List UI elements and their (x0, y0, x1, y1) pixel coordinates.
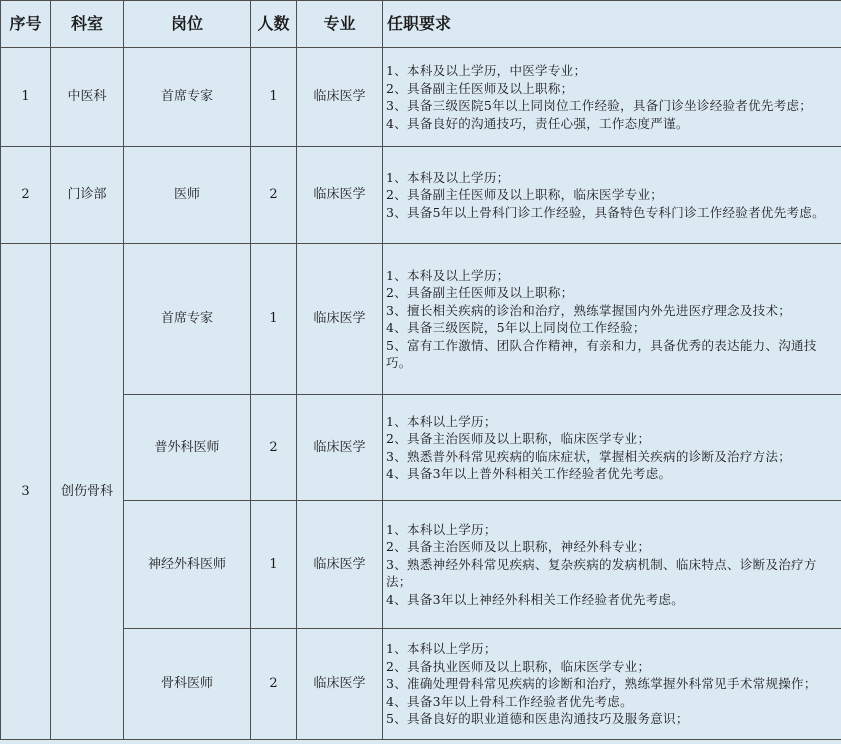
header-dept: 科室 (51, 1, 124, 48)
table-row (1, 48, 841, 147)
requirement-line: 3、具备5年以上骨科门诊工作经验，具备特色专科门诊工作经验者优先考虑。 (386, 204, 825, 220)
post-cell: 普外科医师 (124, 395, 251, 501)
dept-cell: 门诊部 (51, 147, 124, 244)
header-requirements: 任职要求 (383, 1, 841, 48)
major-cell: 临床医学 (297, 629, 383, 740)
requirement-line: 3、准确处理骨科常见疾病的诊断和治疗，熟练掌握外科常见手术常规操作； (386, 676, 817, 692)
requirement-line: 2、具备主治医师及以上职称，临床医学专业； (386, 431, 651, 446)
requirement-line: 1、本科及以上学历； (386, 267, 510, 283)
requirement-line: 1、本科以上学历； (386, 521, 497, 537)
requirement-line: 2、具备执业医师及以上职称，临床医学专业； (386, 658, 651, 674)
table-row (1, 629, 841, 740)
post-cell: 首席专家 (124, 48, 251, 147)
requirement-line: 3、擅长相关疾病的诊治和治疗，熟练掌握国内外先进医疗理念及技术； (386, 302, 792, 318)
count-cell: 2 (251, 395, 297, 501)
seq-cell: 3 (1, 244, 51, 740)
requirement-line: 5、富有工作激情、团队合作精神，有亲和力，具备优秀的表达能力、沟通技巧。 (386, 337, 817, 370)
count-cell: 1 (251, 244, 297, 395)
count-cell: 2 (251, 629, 297, 740)
requirement-line: 4、具备3年以上神经外科相关工作经验者优先考虑。 (386, 591, 685, 607)
post-cell: 医师 (124, 147, 251, 244)
requirement-line: 4、具备三级医院，5年以上同岗位工作经验； (386, 320, 646, 335)
table-row (1, 395, 841, 501)
table-row (1, 244, 841, 395)
requirement-line: 3、具备三级医院5年以上同岗位工作经验，具备门诊坐诊经验者优先考虑； (386, 98, 813, 113)
requirements-cell (383, 244, 841, 395)
requirement-line: 1、本科及以上学历，中医学专业； (386, 63, 587, 78)
seq-cell: 2 (1, 147, 51, 244)
post-cell: 首席专家 (124, 244, 251, 395)
requirements-cell (383, 629, 841, 740)
requirement-line: 1、本科以上学历； (386, 413, 497, 429)
count-cell: 1 (251, 48, 297, 147)
requirements-cell (383, 395, 841, 501)
dept-cell: 创伤骨科 (51, 244, 124, 740)
requirements-cell (383, 147, 841, 244)
requirement-line: 2、具备副主任医师及以上职称； (386, 285, 574, 300)
requirement-line: 1、本科以上学历； (386, 641, 497, 657)
header-major: 专业 (297, 1, 383, 48)
header-row (1, 1, 841, 48)
count-cell: 1 (251, 501, 297, 629)
post-cell: 骨科医师 (124, 629, 251, 740)
major-cell: 临床医学 (297, 244, 383, 395)
requirement-line: 5、具备良好的职业道德和医患沟通技巧及服务意识； (386, 711, 689, 727)
header-seq: 序号 (1, 1, 51, 48)
header-post: 岗位 (124, 1, 251, 48)
major-cell: 临床医学 (297, 48, 383, 147)
requirements-cell (383, 48, 841, 147)
requirement-line: 2、具备主治医师及以上职称，神经外科专业； (386, 539, 651, 555)
major-cell: 临床医学 (297, 147, 383, 244)
requirement-line: 3、熟悉神经外科常见疾病、复杂疾病的发病机制、临床特点、诊断及治疗方法； (386, 556, 817, 590)
count-cell: 2 (251, 147, 297, 244)
requirement-line: 1、本科及以上学历； (386, 169, 510, 185)
requirement-line: 2、具备副主任医师及以上职称，临床医学专业； (386, 187, 664, 203)
seq-cell: 1 (1, 48, 51, 147)
requirement-line: 3、熟悉普外科常见疾病的临床症状，掌握相关疾病的诊断及治疗方法； (386, 448, 792, 464)
major-cell: 临床医学 (297, 501, 383, 629)
requirement-line: 4、具备3年以上普外科相关工作经验者优先考虑。 (386, 466, 672, 481)
requirement-line: 2、具备副主任医师及以上职称； (386, 80, 574, 96)
major-cell: 临床医学 (297, 395, 383, 501)
requirements-cell (383, 501, 841, 629)
table-row (1, 147, 841, 244)
requirement-line: 4、具备良好的沟通技巧，责任心强，工作态度严谨。 (386, 115, 689, 131)
table-row (1, 501, 841, 629)
post-cell: 神经外科医师 (124, 501, 251, 629)
dept-cell: 中医科 (51, 48, 124, 147)
requirement-line: 4、具备3年以上骨科工作经验者优先考虑。 (386, 693, 633, 709)
header-count: 人数 (251, 1, 297, 48)
